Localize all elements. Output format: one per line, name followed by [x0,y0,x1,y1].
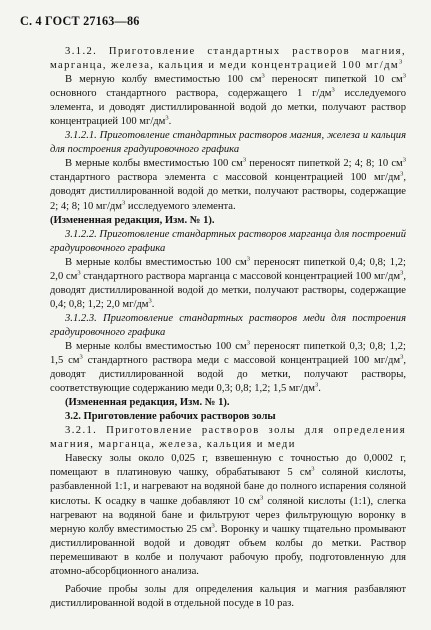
superscript: 3 [165,114,169,122]
text-run: В мерную колбу вместимостью 100 см [65,74,262,86]
paragraph [50,45,406,73]
text-run: . [318,383,321,395]
text-run: . [168,116,172,128]
superscript: 3 [315,381,319,389]
text-run: переносят пипеткой 0,4; 0,8; 1,2; 2,0 см [50,256,406,282]
superscript: 3 [261,72,265,80]
text-run: В мерные колбы вместимостью 100 см [65,340,247,352]
superscript: 3 [242,156,247,164]
text-run: переносят пипеткой 2; 4; 8; 10 см [246,158,403,170]
text-run: соляной кислоты (1:1), слегка нагревают на водяной бане и фильтруют через фильтрующую воронку в мерную колбу вместимостью 25 см [50,495,406,535]
text-run: переносят пипеткой 0,3; 0,8; 1,2; 1,5 см [50,340,406,367]
text-run: 3.1.2. Приготовление стандартных растворов магния, марганца, железа, кальция и меди концентрацией 100 мг/дм [50,46,406,72]
superscript: 3 [211,522,215,530]
text-run: исследуемого элемента, и доводят дистиллированной водой до метки, получают раствор концентрацией 100 мг/дм [50,88,406,128]
paragraph [50,312,406,340]
text-run: , доводят дистиллированной водой до метки, получают растворы, соответствующие содержанию меди 0,3; 0,8; 1,2; 1,5 мг/дм [50,355,406,395]
text-run: основного стандартного раствора, содержащего 1 г/дм [50,88,332,100]
paragraph [50,157,406,213]
superscript: 3 [400,353,404,361]
text-run: . [151,298,155,310]
paragraph [50,396,406,410]
paragraph [50,73,406,129]
paragraph [50,452,406,578]
text-run: 3.1.2.3. Приготовление стандартных растворов меди для построения градуировочного графика [50,312,406,338]
superscript: 3 [148,297,152,305]
superscript: 3 [331,86,335,94]
text-run: исследуемого элемента. [125,200,236,212]
document-body [50,45,406,611]
text-run: . Воронку и чашку тщательно промывают дистиллированной водой и доводят объем колбы до метки. Раствор перемешивают в колбе и получают рабочую пробу, подготовленную для атомно-абсорбционного анализа. [50,523,406,577]
superscript: 3 [402,156,406,164]
text-run: Навеску золы около 0,025 г, взвешенную с точностью до 0,0002 г, помещают в платиновую чашку, обрабатывают 5 см [50,453,406,479]
superscript: 3 [246,255,250,263]
superscript: 3 [246,339,250,347]
text-run: стандартного раствора элемента с массовой концентрацией 100 мг/дм [50,172,401,184]
text-run: , доводят дистиллированной водой до метки, получают растворы, содержащие 2; 4; 8; 10 мг/дм [50,172,406,212]
paragraph [50,228,406,256]
superscript: 3 [400,269,404,277]
text-run: 3.2. Приготовление рабочих растворов золы [65,411,276,423]
superscript: 3 [77,269,81,277]
text-run: 3.1.2.1. Приготовление стандартных растворов магния, железа и кальция для построения градуировочного графика [50,130,406,156]
paragraph [50,256,406,312]
text-run: стандартного раствора меди с массовой концентрацией 100 мг/дм [82,355,401,367]
text-run: В мерные колбы вместимостью 100 см [65,158,243,170]
superscript: 3 [311,465,315,473]
text-run: соляной кислоты, разбавленной 1:1, и нагревают на водяной бане до полного испарения соляной кислоты. К осадку в чашке добавляют 10 см [50,467,406,507]
superscript: 3 [399,58,404,66]
text-run: (Измененная редакция, Изм. № 1). [65,397,230,409]
paragraph [50,424,406,452]
text-run: (Измененная редакция, Изм. № 1). [50,214,215,226]
text-run: 3.1.2.2. Приготовление стандартных растворов марганца для построений градуировочного графика [50,228,407,254]
text-run: Рабочие пробы золы для определения кальция и магния разбавляют дистиллированной водой в отдельной посуде в 10 раз. [50,583,406,609]
paragraph [50,583,406,611]
text-run: В мерные колбы вместимостью 100 см [65,256,247,268]
superscript: 3 [79,353,83,361]
text-run: стандартного раствора марганца с массовой концентрацией 100 мг/дм [80,270,401,282]
paragraph [50,340,406,396]
page-header: С. 4 ГОСТ 27163—86 [20,14,140,28]
text-run: переносят пипеткой 10 см [264,74,403,86]
text-run: 3.2.1. Приготовление растворов золы для определения магния, марганца, железа, кальция и меди [50,425,406,451]
text-run: , доводят дистиллированной водой до метки, получают растворы, содержащие 0,4; 0,8; 1,2; 2,0 мг/дм [50,270,407,310]
superscript: 3 [259,493,264,501]
superscript: 3 [402,72,406,80]
superscript: 3 [400,170,404,178]
superscript: 3 [122,198,126,206]
paragraph [50,214,406,228]
paragraph [50,129,406,157]
paragraph [50,410,406,424]
